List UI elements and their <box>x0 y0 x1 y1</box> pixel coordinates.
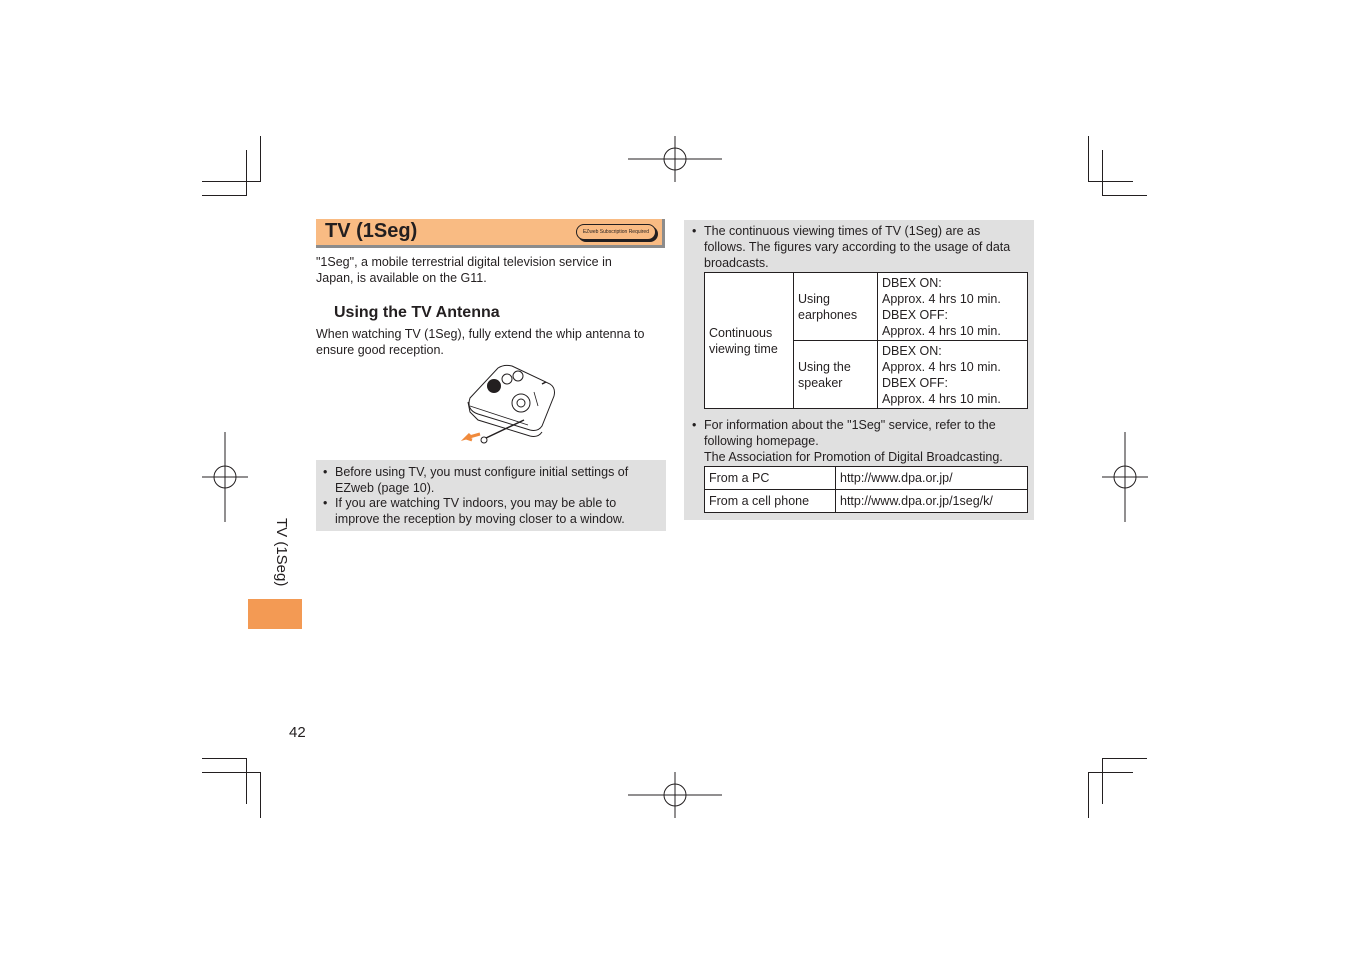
page-title: TV (1Seg) <box>325 220 418 242</box>
url-table <box>704 466 1028 513</box>
note-item: • If you are watching TV indoors, you may be able to improve the reception by moving closer to a window. <box>323 496 625 526</box>
note-item: • For information about the "1Seg" service, refer to the following homepage. The Association for Promotion of Digital Broadcasting. <box>692 418 1003 464</box>
page-number: 42 <box>289 724 306 741</box>
note-item: • Before using TV, you must configure initial settings of EZweb (page 10). <box>323 465 629 495</box>
side-section-label: TV (1Seg) <box>273 518 290 587</box>
section-text: When watching TV (1Seg), fully extend the whip antenna to ensure good reception. <box>316 327 645 357</box>
phone-antenna-illustration <box>458 362 560 454</box>
registration-mark-bottom <box>628 772 722 818</box>
intro-text: "1Seg", a mobile terrestrial digital television service in Japan, is available on the G11. <box>316 255 612 285</box>
note-box-right <box>684 220 1034 520</box>
url-label: From a cell phone <box>705 490 836 513</box>
url-link[interactable]: http://www.dpa.or.jp/1seg/k/ <box>836 490 1028 513</box>
note-item: • The continuous viewing times of TV (1Seg) are as follows. The figures vary according to the usage of data broadcasts. <box>692 224 1011 270</box>
value-cell: DBEX ON: Approx. 4 hrs 10 min. DBEX OFF: Approx. 4 hrs 10 min. <box>878 273 1028 341</box>
association-text: The Association for Promotion of Digital Broadcasting. <box>704 450 1003 464</box>
page-title-bar <box>316 219 665 248</box>
viewing-time-table <box>704 272 1028 409</box>
mode-cell: Using earphones <box>794 273 878 341</box>
url-link[interactable]: http://www.dpa.or.jp/ <box>836 467 1028 490</box>
section-heading: Using the TV Antenna <box>334 304 500 321</box>
registration-mark-left <box>202 432 248 522</box>
note-box-left <box>316 460 666 531</box>
registration-mark-top <box>628 136 722 182</box>
mode-cell: Using the speaker <box>794 341 878 409</box>
value-cell: DBEX ON: Approx. 4 hrs 10 min. DBEX OFF: Approx. 4 hrs 10 min. <box>878 341 1028 409</box>
viewing-time-header: Continuous viewing time <box>705 273 794 409</box>
ezweb-badge: EZweb Subscription Required <box>576 224 656 240</box>
url-label: From a PC <box>705 467 836 490</box>
section-tab <box>248 599 302 629</box>
registration-mark-right <box>1102 432 1148 522</box>
